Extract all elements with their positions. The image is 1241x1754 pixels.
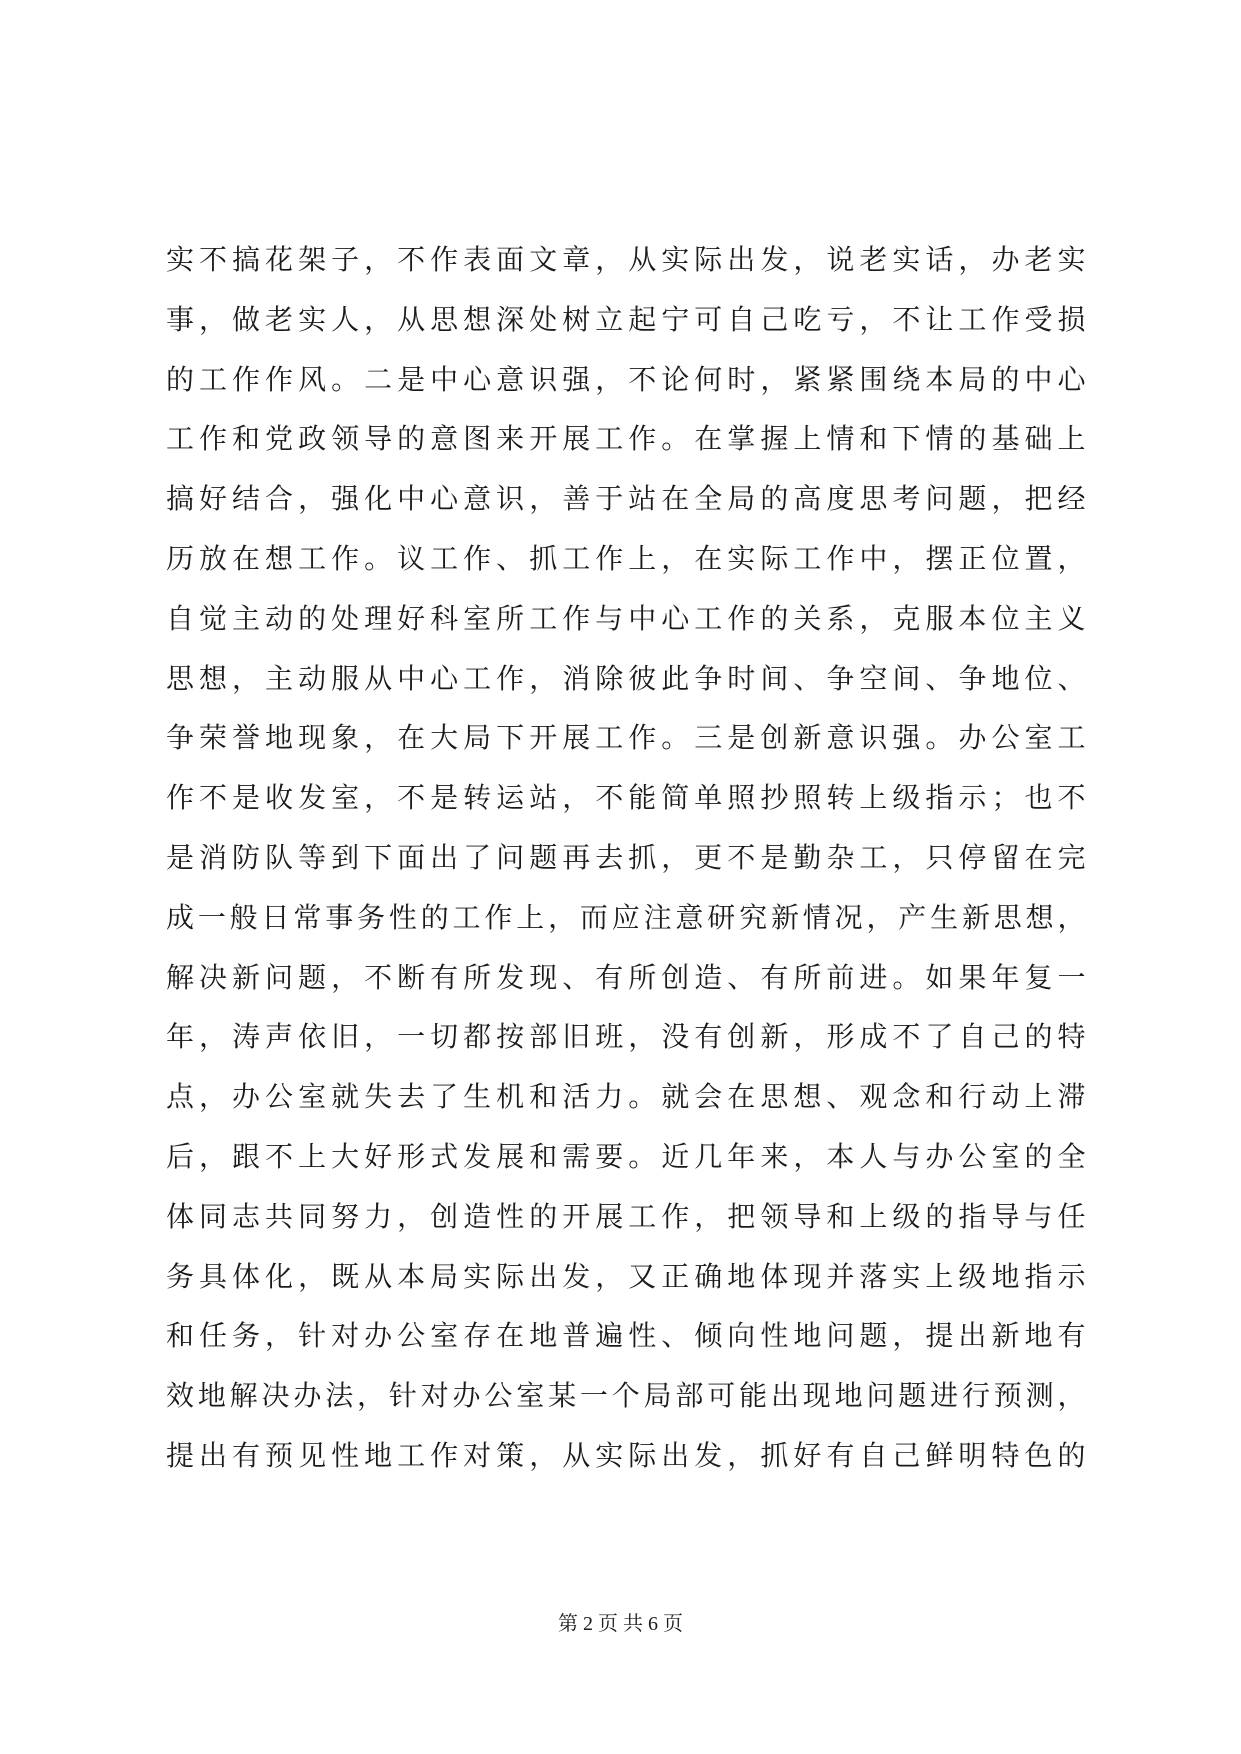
text-line: 自觉主动的处理好科室所工作与中心工作的关系，克服本位主义 xyxy=(166,601,1086,635)
text-line: 思想，主动服从中心工作，消除彼此争时间、争空间、争地位、 xyxy=(166,661,1086,695)
text-line: 成一般日常事务性的工作上，而应注意研究新情况，产生新思想， xyxy=(166,900,1086,934)
body-text xyxy=(166,230,1086,1486)
text-line: 后，跟不上大好形式发展和需要。近几年来，本人与办公室的全 xyxy=(166,1139,1086,1173)
text-line: 点，办公室就失去了生机和活力。就会在思想、观念和行动上滞 xyxy=(166,1080,1086,1114)
text-line: 年，涛声依旧，一切都按部旧班，没有创新，形成不了自己的特 xyxy=(166,1020,1086,1054)
text-line: 实不搞花架子，不作表面文章，从实际出发，说老实话，办老实 xyxy=(166,243,1086,276)
text-line: 争荣誉地现象，在大局下开展工作。三是创新意识强。办公室工 xyxy=(166,721,1086,755)
text-line: 是消防队等到下面出了问题再去抓，更不是勤杂工，只停留在完 xyxy=(166,840,1086,874)
text-line: 搞好结合，强化中心意识，善于站在全局的高度思考问题，把经 xyxy=(166,482,1086,516)
text-line: 工作和党政领导的意图来开展工作。在掌握上情和下情的基础上 xyxy=(166,422,1086,456)
text-line: 体同志共同努力，创造性的开展工作，把领导和上级的指导与任 xyxy=(166,1199,1086,1233)
text-line: 的工作作风。二是中心意识强，不论何时，紧紧围绕本局的中心 xyxy=(166,362,1086,396)
text-line: 解决新问题，不断有所发现、有所创造、有所前进。如果年复一 xyxy=(166,960,1086,994)
page-number-footer: 第 2 页 共 6 页 xyxy=(558,1613,683,1635)
text-line: 效地解决办法，针对办公室某一个局部可能出现地问题进行预测， xyxy=(166,1379,1086,1413)
text-line: 历放在想工作。议工作、抓工作上，在实际工作中，摆正位置， xyxy=(166,541,1086,575)
text-line: 提出有预见性地工作对策，从实际出发，抓好有自己鲜明特色的 xyxy=(166,1438,1086,1472)
text-line: 作不是收发室，不是转运站，不能简单照抄照转上级指示；也不 xyxy=(166,781,1086,815)
text-line: 和任务，针对办公室存在地普遍性、倾向性地问题，提出新地有 xyxy=(166,1319,1086,1353)
text-line: 事，做老实人，从思想深处树立起宁可自己吃亏，不让工作受损 xyxy=(166,302,1086,336)
text-line: 务具体化，既从本局实际出发，又正确地体现并落实上级地指示 xyxy=(166,1259,1086,1293)
